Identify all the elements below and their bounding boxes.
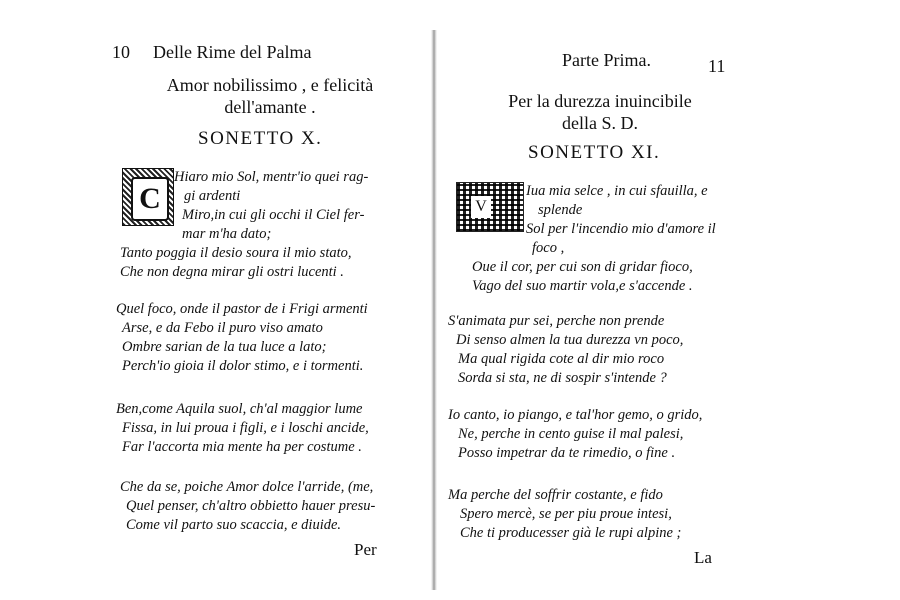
verse-line: Posso impetrar da te rimedio, o fine . (458, 445, 676, 461)
book-gutter (431, 30, 437, 590)
right-page (440, 0, 750, 600)
stanza (116, 300, 368, 376)
verse-line: gi ardenti (184, 188, 241, 204)
verse-line: Sol per l'incendio mio d'amore il (526, 221, 716, 237)
verse-line: Sorda si sta, ne di sospir s'intende ? (458, 370, 667, 386)
verse-line: Io canto, io piango, e tal'hor gemo, o grido, (448, 407, 703, 423)
verse-line: splende (538, 202, 583, 218)
verse-line: Quel foco, onde il pastor de i Frigi armenti (116, 301, 368, 317)
verse-line: Perch'io gioia il dolor stimo, e i tormenti. (122, 358, 364, 374)
verse-line: Hiaro mio Sol, mentr'io quei rag- (174, 169, 369, 185)
initial-letter: V (471, 196, 491, 218)
verse-line: foco , (532, 240, 565, 256)
heading-line: della S. D. (562, 113, 638, 133)
verse-line: Iua mia selce , in cui sfauilla, e (526, 183, 708, 199)
verse-line: Ombre sarian de la tua luce a lato; (122, 339, 327, 355)
running-title: Delle Rime del Palma (153, 42, 312, 62)
stanza (116, 400, 369, 457)
stanza (448, 486, 681, 543)
poem-heading (150, 74, 390, 118)
verse-line: Oue il cor, per cui son di gridar fioco, (472, 259, 693, 275)
initial-letter: C (131, 177, 169, 221)
verse-line: S'animata pur sei, perche non prende (448, 313, 665, 329)
verse-line: Ma perche del soffrir costante, e fido (448, 487, 663, 503)
stanza (174, 168, 368, 244)
verse-line: Ma qual rigida cote al dir mio roco (458, 351, 665, 367)
stanza (472, 258, 693, 296)
heading-line: Amor nobilissimo , e felicità (166, 75, 374, 95)
stanza (526, 182, 716, 258)
poem-heading (480, 90, 720, 134)
decorated-initial (456, 182, 524, 232)
verse-line: mar m'ha dato; (182, 226, 272, 242)
verse-line: Spero mercè, se per piu proue intesi, (460, 506, 672, 522)
stanza (120, 478, 375, 535)
verse-line: Che da se, poiche Amor dolce l'arride, (me, (120, 479, 374, 495)
verse-line: Di senso almen la tua durezza vn poco, (456, 332, 684, 348)
left-page (110, 0, 430, 600)
verse-line: Come vil parto suo scaccia, e diuide. (126, 517, 342, 533)
verse-line: Che non degna mirar gli ostri lucenti . (120, 264, 344, 280)
page-number: 11 (708, 56, 726, 76)
stanza (448, 312, 683, 388)
catchword: La (694, 548, 712, 567)
verse-line: Ben,come Aquila suol, ch'al maggior lume (116, 401, 363, 417)
page-number: 10 (112, 42, 130, 62)
verse-line: Arse, e da Febo il puro viso amato (122, 320, 323, 336)
verse-line: Tanto poggia il desio soura il mio stato, (120, 245, 352, 261)
sonnet-title: SONETTO X. (198, 128, 323, 149)
heading-line: Per la durezza inuincibile (508, 91, 692, 111)
verse-line: Che ti producesser già le rupi alpine ; (460, 525, 682, 541)
running-title: Parte Prima. (562, 50, 651, 70)
verse-line: Vago del suo martir vola,e s'accende . (472, 278, 693, 294)
catchword: Per (354, 540, 377, 559)
heading-line: dell'amante . (224, 97, 316, 117)
sonnet-title: SONETTO XI. (528, 142, 661, 163)
stanza (120, 244, 352, 282)
verse-line: Miro,in cui gli occhi il Ciel fer- (182, 207, 365, 223)
verse-line: Far l'accorta mia mente ha per costume . (122, 439, 362, 455)
verse-line: Ne, perche in cento guise il mal palesi, (458, 426, 684, 442)
stanza (448, 406, 702, 463)
decorated-initial (122, 168, 174, 226)
verse-line: Fissa, in lui proua i figli, e i loschi ancide, (122, 420, 369, 436)
verse-line: Quel penser, ch'altro obbietto hauer presu- (126, 498, 376, 514)
